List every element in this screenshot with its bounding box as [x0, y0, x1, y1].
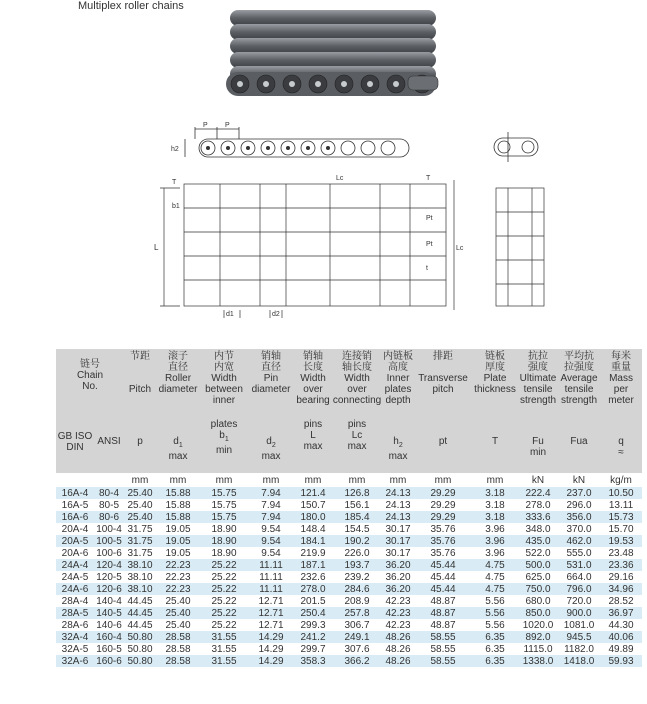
table-cell: 20A-6 — [56, 547, 94, 559]
table-cell: 10.50 — [600, 487, 642, 499]
table-cell: 25.22 — [200, 559, 248, 571]
table-cell: 38.10 — [124, 583, 156, 595]
table-cell: 356.0 — [558, 511, 600, 523]
table-cell: 555.0 — [558, 547, 600, 559]
table-cell: 4.75 — [472, 583, 518, 595]
header-plate-thickness: 链板 厚度 Plate thickness — [472, 349, 518, 419]
table-cell: 6.35 — [472, 643, 518, 655]
table-cell: 80-5 — [94, 499, 124, 511]
table-cell: 19.53 — [600, 535, 642, 547]
table-cell: 23.48 — [600, 547, 642, 559]
table-cell: 29.29 — [414, 499, 472, 511]
table-cell: 58.55 — [414, 643, 472, 655]
table-cell: 80-6 — [94, 511, 124, 523]
table-cell: 358.3 — [294, 655, 332, 667]
table-cell: 7.94 — [248, 487, 294, 499]
table-cell: 120-6 — [94, 583, 124, 595]
table-cell: 154.5 — [332, 523, 382, 535]
table-cell: 150.7 — [294, 499, 332, 511]
table-cell: 35.76 — [414, 523, 472, 535]
table-cell: 9.54 — [248, 547, 294, 559]
table-cell: 32A-4 — [56, 631, 94, 643]
table-cell: 20A-4 — [56, 523, 94, 535]
table-cell: 30.17 — [382, 535, 414, 547]
table-cell: 28A-4 — [56, 595, 94, 607]
label-Pt1: Pt — [426, 215, 433, 222]
table-cell: 14.29 — [248, 655, 294, 667]
table-cell: 31.55 — [200, 631, 248, 643]
table-row — [56, 619, 642, 631]
table-cell: 49.89 — [600, 643, 642, 655]
table-cell: 680.0 — [518, 595, 558, 607]
table-cell: 945.5 — [558, 631, 600, 643]
table-cell: 16A-4 — [56, 487, 94, 499]
table-cell: 50.80 — [124, 655, 156, 667]
table-cell: 126.8 — [332, 487, 382, 499]
header-pin-length: 销轴 长度 Width over bearing — [294, 349, 332, 419]
symbol-Lc: pins Lc max — [332, 419, 382, 473]
table-cell: 333.6 — [518, 511, 558, 523]
label-Lc: Lc — [336, 175, 344, 182]
table-cell: 296.0 — [558, 499, 600, 511]
table-cell: 25.40 — [124, 499, 156, 511]
table-cell: 11.11 — [248, 571, 294, 583]
symbol-q: q ≈ — [600, 419, 642, 473]
header-pin-diameter: 销轴 直径 Pin diameter — [248, 349, 294, 419]
table-row — [56, 655, 642, 667]
table-cell: 36.20 — [382, 583, 414, 595]
table-cell: 24.13 — [382, 499, 414, 511]
unit-cell: mm — [332, 473, 382, 487]
label-L: L — [154, 243, 159, 252]
table-cell: 12.71 — [248, 595, 294, 607]
header-row-units — [56, 473, 642, 487]
table-cell: 11.11 — [248, 559, 294, 571]
header-row-symbols — [56, 419, 642, 473]
table-cell: 22.23 — [156, 571, 200, 583]
table-cell: 30.17 — [382, 547, 414, 559]
header-pitch: 节距 Pitch — [124, 349, 156, 419]
table-cell: 9.54 — [248, 523, 294, 535]
table-cell: 190.2 — [332, 535, 382, 547]
table-cell: 19.05 — [156, 547, 200, 559]
table-cell: 249.1 — [332, 631, 382, 643]
table-cell: 24.13 — [382, 487, 414, 499]
unit-cell: mm — [156, 473, 200, 487]
table-cell: 1081.0 — [558, 619, 600, 631]
table-cell: 1115.0 — [518, 643, 558, 655]
header-roller-diameter: 滚子 直径 Roller diameter — [156, 349, 200, 419]
table-cell: 100-4 — [94, 523, 124, 535]
table-cell: 120-4 — [94, 559, 124, 571]
table-cell: 19.05 — [156, 535, 200, 547]
table-cell: 25.40 — [156, 619, 200, 631]
table-cell: 48.26 — [382, 631, 414, 643]
symbol-gbiso: GB ISO DIN — [56, 419, 94, 473]
table-cell: 25.40 — [156, 607, 200, 619]
table-cell: 241.2 — [294, 631, 332, 643]
table-row — [56, 571, 642, 583]
table-cell: 31.55 — [200, 643, 248, 655]
table-row — [56, 547, 642, 559]
symbol-Fu: Fu min — [518, 419, 558, 473]
table-cell: 50.80 — [124, 631, 156, 643]
label-d2: d2 — [272, 311, 280, 318]
table-cell: 31.75 — [124, 535, 156, 547]
table-cell: 187.1 — [294, 559, 332, 571]
table-cell: 36.97 — [600, 607, 642, 619]
label-Pt2: Pt — [426, 241, 433, 248]
header-average-strength: 平均抗 拉强度 Average tensile strength — [558, 349, 600, 419]
table-cell: 15.88 — [156, 487, 200, 499]
table-cell: 226.0 — [332, 547, 382, 559]
table-cell: 257.8 — [332, 607, 382, 619]
header-transverse-pitch: 排距 Transverse pitch — [414, 349, 472, 419]
table-cell: 12.71 — [248, 619, 294, 631]
table-cell: 30.17 — [382, 523, 414, 535]
table-row — [56, 523, 642, 535]
table-cell: 32A-5 — [56, 643, 94, 655]
table-cell: 5.56 — [472, 619, 518, 631]
table-cell: 1020.0 — [518, 619, 558, 631]
table-cell: 720.0 — [558, 595, 600, 607]
table-cell: 3.18 — [472, 511, 518, 523]
table-cell: 44.45 — [124, 619, 156, 631]
table-cell: 24A-6 — [56, 583, 94, 595]
table-cell: 1338.0 — [518, 655, 558, 667]
table-cell: 284.6 — [332, 583, 382, 595]
header-chain-no: 链号 Chain No. — [56, 349, 124, 419]
table-cell: 201.5 — [294, 595, 332, 607]
table-row — [56, 607, 642, 619]
header-inner-plate-depth: 内链板 高度 Inner plates depth — [382, 349, 414, 419]
table-cell: 370.0 — [558, 523, 600, 535]
table-cell: 28.58 — [156, 655, 200, 667]
table-cell: 36.20 — [382, 559, 414, 571]
symbol-d2: $d_2$ max — [248, 419, 294, 473]
table-row — [56, 487, 642, 499]
chain-photo — [222, 6, 444, 102]
table-cell: 750.0 — [518, 583, 558, 595]
table-cell: 48.26 — [382, 643, 414, 655]
table-cell: 208.9 — [332, 595, 382, 607]
page-title: Multiplex roller chains — [78, 0, 184, 12]
table-cell: 11.11 — [248, 583, 294, 595]
table-cell: 29.29 — [414, 487, 472, 499]
table-cell: 38.10 — [124, 571, 156, 583]
table-body — [56, 487, 642, 667]
table-cell: 28.52 — [600, 595, 642, 607]
label-p1: P — [203, 122, 208, 129]
table-cell: 500.0 — [518, 559, 558, 571]
table-cell: 44.45 — [124, 607, 156, 619]
table-cell: 29.16 — [600, 571, 642, 583]
table-cell: 6.35 — [472, 655, 518, 667]
table-cell: 25.22 — [200, 607, 248, 619]
end-view-drawing — [486, 128, 550, 168]
unit-blank-1 — [56, 473, 94, 487]
top-view-drawing — [150, 170, 470, 320]
table-cell: 299.3 — [294, 619, 332, 631]
table-row — [56, 583, 642, 595]
table-cell: 31.75 — [124, 523, 156, 535]
table-cell: 28A-5 — [56, 607, 94, 619]
unit-cell: mm — [248, 473, 294, 487]
table-cell: 1182.0 — [558, 643, 600, 655]
symbol-pt: pt — [414, 419, 472, 473]
table-cell: 42.23 — [382, 607, 414, 619]
table-cell: 3.18 — [472, 487, 518, 499]
table-cell: 219.9 — [294, 547, 332, 559]
header-ultimate-strength: 抗拉 强度 Ultimate tensile strength — [518, 349, 558, 419]
table-cell: 15.70 — [600, 523, 642, 535]
table-cell: 522.0 — [518, 547, 558, 559]
table-cell: 250.4 — [294, 607, 332, 619]
table-cell: 184.1 — [294, 535, 332, 547]
unit-cell: mm — [124, 473, 156, 487]
table-cell: 625.0 — [518, 571, 558, 583]
unit-cell: kN — [518, 473, 558, 487]
table-cell: 15.88 — [156, 499, 200, 511]
table-cell: 232.6 — [294, 571, 332, 583]
table-cell: 15.75 — [200, 499, 248, 511]
table-cell: 50.80 — [124, 643, 156, 655]
label-p2: P — [225, 122, 230, 129]
table-cell: 531.0 — [558, 559, 600, 571]
symbol-Fua: Fua — [558, 419, 600, 473]
label-t: t — [426, 265, 428, 272]
table-cell: 16A-6 — [56, 511, 94, 523]
header-mass: 每米 重量 Mass per meter — [600, 349, 642, 419]
table-cell: 120-5 — [94, 571, 124, 583]
table-cell: 121.4 — [294, 487, 332, 499]
table-cell: 6.35 — [472, 631, 518, 643]
table-cell: 222.4 — [518, 487, 558, 499]
table-cell: 237.0 — [558, 487, 600, 499]
table-cell: 278.0 — [518, 499, 558, 511]
header-connecting-pin-length: 连接销 轴长度 Width over connecting — [332, 349, 382, 419]
table-cell: 48.87 — [414, 619, 472, 631]
table-cell: 20A-5 — [56, 535, 94, 547]
symbol-L: pins L max — [294, 419, 332, 473]
table-cell: 299.7 — [294, 643, 332, 655]
table-cell: 462.0 — [558, 535, 600, 547]
table-cell: 3.96 — [472, 535, 518, 547]
table-cell: 31.55 — [200, 655, 248, 667]
table-cell: 22.23 — [156, 559, 200, 571]
table-cell: 40.06 — [600, 631, 642, 643]
table-cell: 15.88 — [156, 511, 200, 523]
unit-cell: mm — [200, 473, 248, 487]
table-cell: 3.96 — [472, 547, 518, 559]
table-cell: 185.4 — [332, 511, 382, 523]
table-cell: 35.76 — [414, 547, 472, 559]
table-cell: 34.96 — [600, 583, 642, 595]
table-cell: 48.26 — [382, 655, 414, 667]
table-cell: 18.90 — [200, 523, 248, 535]
unit-blank-2 — [94, 473, 124, 487]
symbol-h2: $h_2$ max — [382, 419, 414, 473]
table-cell: 25.22 — [200, 571, 248, 583]
table-cell: 850.0 — [518, 607, 558, 619]
label-Lc2: Lc — [456, 245, 464, 252]
symbol-p: p — [124, 419, 156, 473]
table-cell: 59.93 — [600, 655, 642, 667]
table-cell: 14.29 — [248, 631, 294, 643]
table-cell: 25.22 — [200, 583, 248, 595]
table-cell: 1418.0 — [558, 655, 600, 667]
table-cell: 366.2 — [332, 655, 382, 667]
table-cell: 45.44 — [414, 559, 472, 571]
table-cell: 32A-6 — [56, 655, 94, 667]
table-cell: 29.29 — [414, 511, 472, 523]
table-cell: 25.22 — [200, 595, 248, 607]
table-cell: 48.87 — [414, 607, 472, 619]
table-cell: 48.87 — [414, 595, 472, 607]
table-cell: 24.13 — [382, 511, 414, 523]
table-cell: 42.23 — [382, 619, 414, 631]
table-cell: 4.75 — [472, 571, 518, 583]
table-cell: 25.40 — [124, 487, 156, 499]
unit-cell: mm — [294, 473, 332, 487]
label-T2: T — [426, 175, 431, 182]
table-row — [56, 631, 642, 643]
table-cell: 58.55 — [414, 655, 472, 667]
end-view-large-drawing — [488, 182, 554, 312]
table-cell: 45.44 — [414, 571, 472, 583]
specification-table-wrapper — [56, 349, 642, 667]
table-cell: 19.05 — [156, 523, 200, 535]
table-cell: 45.44 — [414, 583, 472, 595]
table-cell: 100-5 — [94, 535, 124, 547]
table-row — [56, 595, 642, 607]
unit-cell: kg/m — [600, 473, 642, 487]
table-cell: 435.0 — [518, 535, 558, 547]
table-cell: 9.54 — [248, 535, 294, 547]
table-cell: 3.18 — [472, 499, 518, 511]
table-cell: 5.56 — [472, 595, 518, 607]
table-cell: 42.23 — [382, 595, 414, 607]
table-cell: 80-4 — [94, 487, 124, 499]
table-row — [56, 559, 642, 571]
table-row — [56, 511, 642, 523]
table-row — [56, 535, 642, 547]
table-cell: 15.75 — [200, 511, 248, 523]
table-cell: 35.76 — [414, 535, 472, 547]
table-cell: 140-6 — [94, 619, 124, 631]
table-cell: 25.22 — [200, 619, 248, 631]
table-cell: 58.55 — [414, 631, 472, 643]
table-cell: 4.75 — [472, 559, 518, 571]
table-cell: 36.20 — [382, 571, 414, 583]
table-cell: 25.40 — [156, 595, 200, 607]
table-cell: 15.73 — [600, 511, 642, 523]
symbol-ansi: ANSI — [94, 419, 124, 473]
label-h2: h2 — [171, 146, 179, 153]
table-cell: 900.0 — [558, 607, 600, 619]
table-cell: 796.0 — [558, 583, 600, 595]
header-inner-width: 内节 内宽 Width between inner — [200, 349, 248, 419]
label-b1: b1 — [172, 203, 180, 210]
table-cell: 16A-5 — [56, 499, 94, 511]
table-cell: 23.36 — [600, 559, 642, 571]
table-cell: 24A-5 — [56, 571, 94, 583]
unit-cell: mm — [382, 473, 414, 487]
table-cell: 5.56 — [472, 607, 518, 619]
table-row — [56, 643, 642, 655]
table-cell: 160-6 — [94, 655, 124, 667]
table-cell: 664.0 — [558, 571, 600, 583]
side-view-drawing — [165, 115, 445, 163]
table-cell: 160-5 — [94, 643, 124, 655]
table-cell: 140-4 — [94, 595, 124, 607]
table-cell: 13.11 — [600, 499, 642, 511]
table-cell: 239.2 — [332, 571, 382, 583]
table-cell: 7.94 — [248, 499, 294, 511]
table-cell: 348.0 — [518, 523, 558, 535]
specification-table — [56, 349, 642, 667]
label-T1: T — [172, 179, 177, 186]
table-cell: 44.30 — [600, 619, 642, 631]
unit-cell: kN — [558, 473, 600, 487]
table-cell: 28A-6 — [56, 619, 94, 631]
table-cell: 24A-4 — [56, 559, 94, 571]
table-cell: 18.90 — [200, 535, 248, 547]
table-cell: 307.6 — [332, 643, 382, 655]
table-row — [56, 499, 642, 511]
unit-cell: mm — [414, 473, 472, 487]
table-cell: 38.10 — [124, 559, 156, 571]
table-cell: 140-5 — [94, 607, 124, 619]
table-cell: 25.40 — [124, 511, 156, 523]
table-cell: 148.4 — [294, 523, 332, 535]
table-cell: 14.29 — [248, 643, 294, 655]
table-cell: 3.96 — [472, 523, 518, 535]
table-cell: 18.90 — [200, 547, 248, 559]
table-cell: 28.58 — [156, 643, 200, 655]
table-cell: 180.0 — [294, 511, 332, 523]
symbol-T: T — [472, 419, 518, 473]
table-cell: 892.0 — [518, 631, 558, 643]
table-cell: 31.75 — [124, 547, 156, 559]
symbol-d1: $d_1$ max — [156, 419, 200, 473]
table-cell: 160-4 — [94, 631, 124, 643]
table-cell: 100-6 — [94, 547, 124, 559]
symbol-b1: plates $b_1$ min — [200, 419, 248, 473]
table-cell: 278.0 — [294, 583, 332, 595]
table-cell: 44.45 — [124, 595, 156, 607]
table-cell: 306.7 — [332, 619, 382, 631]
header-row-names — [56, 349, 642, 419]
label-d1: d1 — [226, 311, 234, 318]
table-cell: 15.75 — [200, 487, 248, 499]
table-cell: 7.94 — [248, 511, 294, 523]
table-cell: 28.58 — [156, 631, 200, 643]
unit-cell: mm — [472, 473, 518, 487]
table-cell: 22.23 — [156, 583, 200, 595]
table-cell: 193.7 — [332, 559, 382, 571]
table-cell: 12.71 — [248, 607, 294, 619]
table-cell: 156.1 — [332, 499, 382, 511]
